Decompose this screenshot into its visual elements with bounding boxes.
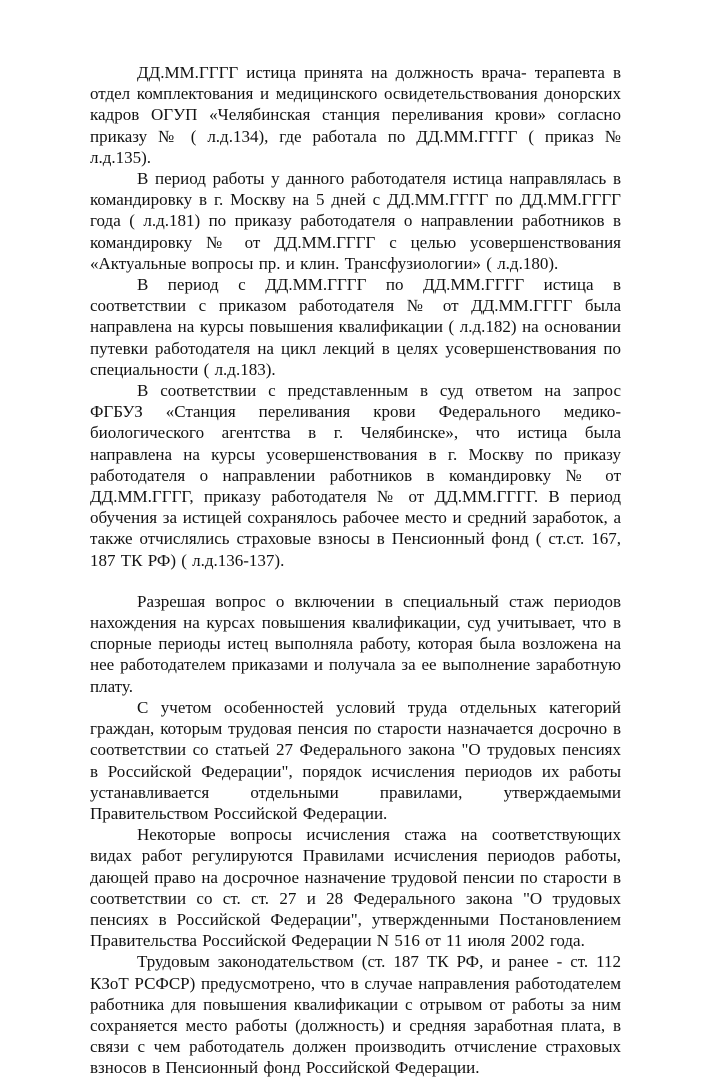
paragraph-labor-law: Трудовым законодательством (ст. 187 ТК РФ, и ранее - ст. 112 КЗоТ РСФСР) предусмотрено, что в случае направления работодателем работника для повышения квалификации с отрывом от работы за ним сохраняется место работы (должность) и средняя заработная плата, в связи с чем работодатель должен производить отчисление страховых взносов в Пенсионный фонд Российской Федерации. xyxy=(90,952,621,1078)
paragraph-qualification-courses: В период с ДД.ММ.ГГГГ по ДД.ММ.ГГГГ истица в соответствии с приказом работодателя № от ДД.ММ.ГГГГ была направлена на курсы повышения квалификации ( л.д.182) на основании путевки работодателя на цикл лекций в целях усовершенствования по специальности ( л.д.183). xyxy=(90,275,621,379)
paragraph-fgbuz-response: В соответствии с представленным в суд ответом на запрос ФГБУЗ «Станция переливания крови Федерального медико- биологического агентства в г. Челябинске», что истица была направлена на курсы усовершенствования в г. Москву по приказу работодателя о направлении работников в командировку № от ДД.ММ.ГГГГ, приказу работодателя № от ДД.ММ.ГГГГ. В период обучения за истицей сохранялось рабочее место и средний заработок, а также отчислялись страховые взносы в Пенсионный фонд ( ст.ст. 167, 187 ТК РФ) ( л.д.136-137). xyxy=(90,381,621,570)
paragraph-employment-record: ДД.ММ.ГГГГ истица принята на должность врача- терапевта в отдел комплектования и медицинского освидетельствования донорских кадров ОГУП «Челябинская станция переливания крови» согласно приказу № ( л.д.134), где работала по ДД.ММ.ГГГГ ( приказ № л.д.135). xyxy=(90,63,621,167)
paragraph-court-reasoning: Разрешая вопрос о включении в специальный стаж периодов нахождения на курсах повышения квалификации, суд учитывает, что в спорные периоды истец выполняла работу, которая была возложена на нее работодателем приказами и получала за ее выполнение заработную плату. xyxy=(90,591,621,696)
paragraph-article-27-rules: С учетом особенностей условий труда отдельных категорий граждан, которым трудовая пенсия по старости назначается досрочно в соответствии со статьей 27 Федерального закона "О трудовых пенсиях в Российской Федерации", порядок исчисления периодов их работы устанавливается отдельными правилами, утверждаемыми Правительством Российской Федерации. xyxy=(90,697,621,823)
paragraph-resolution-516: Некоторые вопросы исчисления стажа на соответствующих видах работ регулируются Правилами исчисления периодов работы, дающей право на досрочное назначение трудовой пенсии по старости в соответствии со ст. ст. 27 и 28 Федерального закона "О трудовых пенсиях в Российской Федерации", утвержденными Постановлением Правительства Российской Федерации N 516 от 11 июля 2002 года. xyxy=(90,825,621,951)
paragraph-business-trip: В период работы у данного работодателя истица направлялась в командировку в г. Москву на 5 дней с ДД.ММ.ГГГГ по ДД.ММ.ГГГГ года ( л.д.181) по приказу работодателя о направлении работников в командировку № от ДД.ММ.ГГГГ с целью усовершенствования «Актуальные вопросы пр. и клин. Трансфузиологии» ( л.д.180). xyxy=(90,169,621,273)
